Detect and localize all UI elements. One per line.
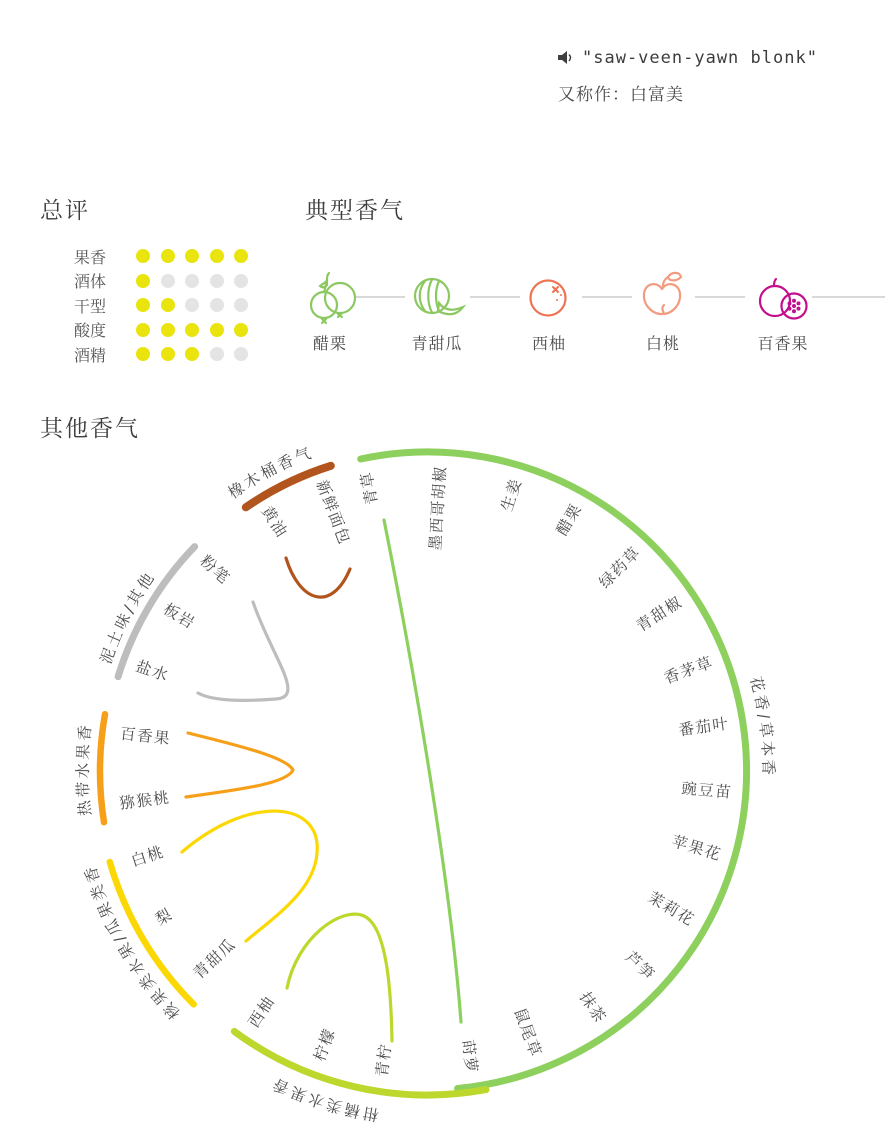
typical-aroma-label: 西柚: [531, 334, 566, 353]
rating-label: 干型: [73, 296, 106, 316]
typical-aroma-label: 醋栗: [312, 334, 347, 353]
alias-text: 又称作：白富美: [558, 85, 684, 105]
typical-aroma-label: 青甜瓜: [411, 334, 463, 353]
aroma-item-label: 苹果花: [669, 832, 724, 865]
tropical-family-label: 热带水果香: [73, 721, 96, 817]
aroma-item-label: 墨西哥胡椒: [426, 464, 450, 551]
citrus-petal-line: [287, 914, 392, 1041]
earthy-other-petal-line: [198, 602, 288, 700]
aroma-item-label: 梨: [152, 904, 177, 929]
aroma-item-label: 生姜: [497, 475, 526, 514]
stone-melon-family-label: 核果类水果/瓜果类香: [80, 861, 184, 1023]
citrus-family-label: 柑橘类水果香: [267, 1073, 381, 1124]
aroma-item-label: 鼠尾草: [510, 1005, 545, 1060]
aroma-item-label: 青草: [357, 469, 382, 507]
other-aromas-title: 其他香气: [40, 416, 140, 442]
aroma-item-label: 芦笋: [621, 948, 659, 985]
aroma-item-label: 百香果: [119, 724, 172, 749]
aroma-item-label: 猕猴桃: [118, 788, 172, 813]
tropical-petal-line: [186, 733, 293, 797]
rating-label: 酒精: [73, 345, 106, 365]
aroma-item-label: 柠檬: [310, 1025, 340, 1064]
typical-aroma-label: 百香果: [757, 334, 809, 353]
aroma-item-label: 盐水: [133, 657, 172, 686]
aroma-item-label: 青柠: [372, 1041, 396, 1078]
rating-label: 果香: [73, 247, 106, 267]
aroma-item-label: 青甜瓜: [189, 935, 240, 983]
floral-herbal-arc: [361, 452, 747, 1089]
aroma-item-label: 新鲜面包: [312, 477, 354, 548]
aroma-item-label: 抹茶: [575, 988, 610, 1027]
aroma-item-label: 绿药草: [595, 542, 645, 592]
tropical-arc: [100, 714, 105, 822]
stone-melon-petal-line: [182, 811, 317, 941]
aroma-item-label: 青甜椒: [633, 592, 686, 636]
typical-aroma-label: 白桃: [645, 334, 680, 353]
rating-label: 酸度: [73, 321, 106, 341]
oak-petal-line: [286, 558, 350, 597]
aroma-item-label: 西柚: [244, 992, 279, 1031]
aroma-item-label: 香茅草: [661, 653, 716, 688]
aroma-item-label: 黄油: [257, 502, 292, 542]
rating-label: 酒体: [73, 272, 106, 292]
aroma-item-label: 番茄叶: [677, 714, 731, 740]
aroma-item-label: 板岩: [160, 599, 199, 633]
pronunciation-text: "saw-veen-yawn blonk": [582, 48, 818, 68]
overall-title: 总评: [40, 198, 90, 224]
typical-aromas-title: 典型香气: [305, 198, 405, 224]
aroma-item-label: 莳萝: [458, 1038, 481, 1075]
floral-herbal-petal-line: [384, 520, 461, 1022]
aroma-item-label: 白桃: [128, 842, 167, 871]
floral-herbal-family-label: 花香/草本香: [746, 674, 778, 778]
aroma-item-label: 豌豆苗: [680, 779, 734, 802]
oak-family-label: 橡木桶香气: [225, 443, 317, 503]
aroma-item-label: 茉莉花: [644, 888, 698, 930]
earthy-other-family-label: 泥土味/其他: [97, 567, 160, 667]
aroma-item-label: 粉笔: [196, 551, 234, 589]
aroma-item-label: 醋栗: [552, 500, 586, 539]
